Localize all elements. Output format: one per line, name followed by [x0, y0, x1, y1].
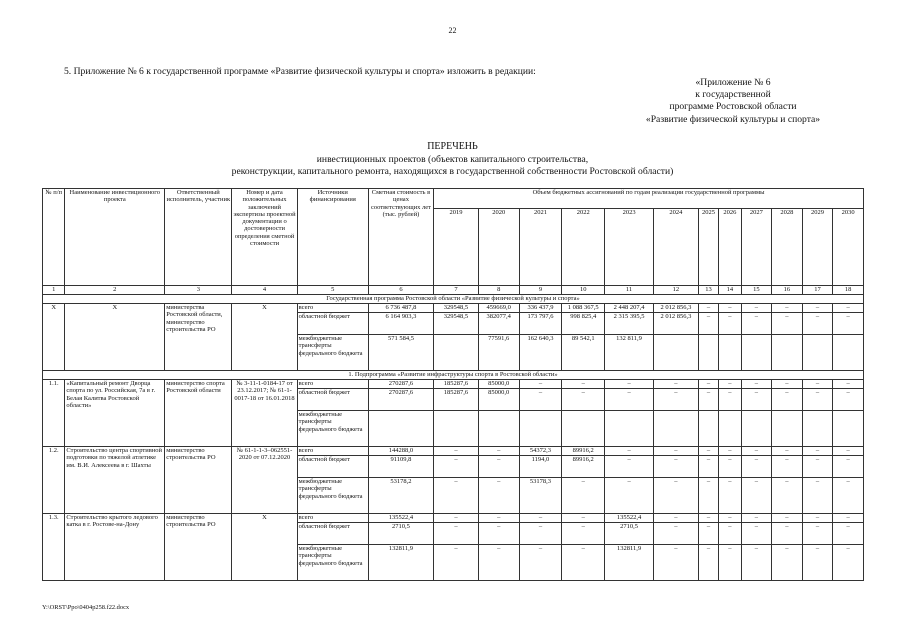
project-3-value-2023: 2710,5	[605, 523, 654, 545]
header-cost: Сметная стоимость в ценах соответствующих лет (тыс. рублей)	[368, 189, 433, 286]
header-year-2024: 2024	[654, 209, 699, 286]
project-3-source: областной бюджет	[297, 523, 368, 545]
project-3-value-2028: –	[772, 514, 803, 523]
project-1-value-2028: –	[772, 389, 803, 411]
project-3-value-2026: –	[719, 545, 741, 581]
program-value-2027: –	[741, 304, 772, 313]
project-2-value-2021: 54372,3	[519, 447, 562, 456]
project-2-value-2026: –	[719, 456, 741, 478]
program-source: межбюджетные трансферты федерального бюджета	[297, 335, 368, 371]
program-value-2025: –	[698, 304, 718, 313]
project-3-value-2024: –	[654, 514, 699, 523]
page-number: 22	[448, 26, 457, 35]
project-3-value-2019: –	[434, 514, 479, 523]
project-3-value-2021: –	[519, 523, 562, 545]
program-cost: 6 736 487,8	[368, 304, 433, 313]
project-1-value-2028: –	[772, 380, 803, 389]
program-value-2026	[719, 335, 741, 371]
program-source: областной бюджет	[297, 313, 368, 335]
project-1-name: «Капитальный ремонт Дворца спорта по ул. Российская, 7а в г. Белая Калитва Ростовской области»	[65, 380, 165, 447]
header-name: Наименование инвестиционного проекта	[65, 189, 165, 286]
project-1-value-2025	[698, 411, 718, 447]
project-3-num: 1.3.	[43, 514, 65, 581]
project-3-source: всего	[297, 514, 368, 523]
project-3-value-2023: 135522,4	[605, 514, 654, 523]
project-2-value-2025: –	[698, 447, 718, 456]
project-1-value-2020: 85000,0	[478, 380, 519, 389]
subprogram-title	[43, 371, 864, 380]
project-2-value-2028: –	[772, 478, 803, 514]
project-2-value-2023: –	[605, 456, 654, 478]
column-index-5: 5	[297, 286, 368, 295]
program-value-2028	[772, 335, 803, 371]
program-value-2023: 2 448 207,4	[605, 304, 654, 313]
program-value-2026: –	[719, 313, 741, 335]
program-value-2024	[654, 335, 699, 371]
column-index-14: 14	[719, 286, 741, 295]
project-1-value-2023: –	[605, 389, 654, 411]
project-3-expertise: X	[232, 514, 297, 581]
project-3-value-2025: –	[698, 545, 718, 581]
project-1-num: 1.1.	[43, 380, 65, 447]
project-3-value-2021: –	[519, 514, 562, 523]
project-2-value-2030: –	[833, 456, 864, 478]
project-2-value-2030: –	[833, 447, 864, 456]
project-1-cost	[368, 411, 433, 447]
project-3-value-2023: 132811,9	[605, 545, 654, 581]
project-1-value-2027: –	[741, 380, 772, 389]
project-2-source: межбюджетные трансферты федерального бюджета	[297, 478, 368, 514]
title-line-1: ПЕРЕЧЕНЬ	[427, 141, 478, 152]
project-3-value-2028: –	[772, 523, 803, 545]
project-1-value-2026	[719, 411, 741, 447]
project-3-value-2025: –	[698, 514, 718, 523]
project-1-row	[43, 380, 864, 389]
project-3-value-2027: –	[741, 545, 772, 581]
project-1-value-2020	[478, 411, 519, 447]
program-value-2025	[698, 335, 718, 371]
column-index-16: 16	[772, 286, 803, 295]
program-title	[43, 295, 864, 304]
program-value-2022: 89 542,1	[562, 335, 605, 371]
project-2-cost: 53178,2	[368, 478, 433, 514]
project-3-value-2029: –	[802, 514, 833, 523]
column-index-12: 12	[654, 286, 699, 295]
program-cost: 6 164 903,3	[368, 313, 433, 335]
project-1-value-2022	[562, 411, 605, 447]
column-index-1: 1	[43, 286, 65, 295]
project-2-name: Строительство центра спортивной подготовки по тяжелой атлетике им. В.И. Алексеева в г. Шахты	[65, 447, 165, 514]
header-executor: Ответственный исполнитель, участник	[165, 189, 232, 286]
header-expertise: Номер и дата положительных заключений экспертизы проектной документации о достоверности определения сметной стоимости	[232, 189, 297, 286]
program-value-2029: –	[802, 304, 833, 313]
project-1-value-2019: 185287,6	[434, 389, 479, 411]
column-index-8: 8	[478, 286, 519, 295]
project-1-cost: 270287,6	[368, 389, 433, 411]
program-value-2021: 336 437,9	[519, 304, 562, 313]
project-1-value-2029: –	[802, 380, 833, 389]
program-value-2019: 329548,5	[434, 313, 479, 335]
appendix-line-4: «Развитие физической культуры и спорта»	[645, 113, 821, 125]
project-1-source: всего	[297, 380, 368, 389]
appendix-block	[603, 77, 863, 126]
project-3-cost: 132811,9	[368, 545, 433, 581]
project-2-value-2028: –	[772, 447, 803, 456]
project-2-value-2026: –	[719, 478, 741, 514]
project-1-value-2019: 185287,6	[434, 380, 479, 389]
project-2-value-2024: –	[654, 447, 699, 456]
project-1-value-2027	[741, 411, 772, 447]
investment-projects-table	[42, 188, 864, 581]
column-index-13: 13	[698, 286, 718, 295]
project-2-value-2027: –	[741, 447, 772, 456]
project-2-source: областной бюджет	[297, 456, 368, 478]
header-year-2021: 2021	[519, 209, 562, 286]
project-1-value-2026: –	[719, 389, 741, 411]
project-2-value-2025: –	[698, 456, 718, 478]
project-2-value-2019: –	[434, 478, 479, 514]
program-expertise: X	[232, 304, 297, 371]
title-line-3: реконструкции, капитального ремонта, находящихся в государственной собственности Ростовской области)	[231, 166, 674, 178]
column-index-15: 15	[741, 286, 772, 295]
project-1-value-2024: –	[654, 389, 699, 411]
project-3-cost: 2710,5	[368, 523, 433, 545]
project-2-value-2020: –	[478, 478, 519, 514]
document-title	[0, 141, 905, 179]
program-cost: 571 584,5	[368, 335, 433, 371]
project-3-value-2030: –	[833, 514, 864, 523]
project-2-value-2024: –	[654, 456, 699, 478]
project-3-value-2024: –	[654, 523, 699, 545]
footer-file-path: Y:\ORST\Ppo\0404p258.f22.docx	[42, 604, 130, 611]
appendix-line-3: программе Ростовской области	[669, 101, 797, 113]
program-row	[43, 304, 864, 313]
program-value-2021: 162 640,3	[519, 335, 562, 371]
project-2-value-2029: –	[802, 478, 833, 514]
program-value-2023: 132 811,9	[605, 335, 654, 371]
program-value-2019: 329548,5	[434, 304, 479, 313]
project-2-row	[43, 447, 864, 456]
project-3-value-2027: –	[741, 523, 772, 545]
project-1-value-2029	[802, 411, 833, 447]
project-3-row	[43, 514, 864, 523]
column-index-18: 18	[833, 286, 864, 295]
program-value-2024: 2 012 856,3	[654, 304, 699, 313]
project-3-value-2019: –	[434, 523, 479, 545]
program-value-2024: 2 012 856,3	[654, 313, 699, 335]
header-year-2022: 2022	[562, 209, 605, 286]
project-1-value-2028	[772, 411, 803, 447]
project-2-cost: 91109,8	[368, 456, 433, 478]
program-value-2025: –	[698, 313, 718, 335]
project-2-value-2019: –	[434, 456, 479, 478]
header-year-2020: 2020	[478, 209, 519, 286]
project-1-value-2024	[654, 411, 699, 447]
program-title-text: Государственная программа Ростовской области «Развитие физической культуры и спорта»	[43, 295, 864, 304]
project-1-value-2025: –	[698, 389, 718, 411]
project-3-value-2019: –	[434, 545, 479, 581]
project-1-expertise: № 3-11-1-0184-17 от 23.12.2017; № 61-1-0017-18 от 16.01.2018	[232, 380, 297, 447]
title-line-2: инвестиционных проектов (объектов капитального строительства,	[316, 153, 589, 165]
project-3-value-2020: –	[478, 545, 519, 581]
column-index-6: 6	[368, 286, 433, 295]
program-value-2030	[833, 335, 864, 371]
header-year-2030: 2030	[833, 209, 864, 286]
project-2-value-2029: –	[802, 447, 833, 456]
project-2-value-2027: –	[741, 456, 772, 478]
project-1-value-2030: –	[833, 389, 864, 411]
header-year-2023: 2023	[605, 209, 654, 286]
program-value-2020: 77591,6	[478, 335, 519, 371]
column-index-row	[43, 286, 864, 295]
program-value-2026: –	[719, 304, 741, 313]
project-3-value-2026: –	[719, 514, 741, 523]
project-2-num: 1.2.	[43, 447, 65, 514]
project-2-value-2028: –	[772, 456, 803, 478]
header-num: № п/п	[43, 189, 65, 286]
program-value-2020: 382077,4	[478, 313, 519, 335]
header-year-2028: 2028	[772, 209, 803, 286]
project-1-value-2027: –	[741, 389, 772, 411]
program-value-2029: –	[802, 313, 833, 335]
project-1-value-2029: –	[802, 389, 833, 411]
project-1-value-2023	[605, 411, 654, 447]
project-3-value-2026: –	[719, 523, 741, 545]
project-1-value-2022: –	[562, 380, 605, 389]
project-2-value-2022: 89916,2	[562, 447, 605, 456]
project-1-executor: министерство спорта Ростовской области	[165, 380, 232, 447]
program-value-2030: –	[833, 304, 864, 313]
project-2-value-2020: –	[478, 447, 519, 456]
project-2-value-2019: –	[434, 447, 479, 456]
project-3-value-2021: –	[519, 545, 562, 581]
project-1-source: областной бюджет	[297, 389, 368, 411]
header-year-2029: 2029	[802, 209, 833, 286]
project-2-value-2024: –	[654, 478, 699, 514]
header-year-2026: 2026	[719, 209, 741, 286]
project-3-value-2028: –	[772, 545, 803, 581]
project-2-value-2021: 1194,0	[519, 456, 562, 478]
project-1-value-2022: –	[562, 389, 605, 411]
header-year-2025: 2025	[698, 209, 718, 286]
subprogram-title-text: 1. Подпрограмма «Развитие инфраструктуры спорта в Ростовской области»	[43, 371, 864, 380]
program-num: X	[43, 304, 65, 371]
header-year-2027: 2027	[741, 209, 772, 286]
program-value-2030: –	[833, 313, 864, 335]
column-index-3: 3	[165, 286, 232, 295]
project-3-value-2030: –	[833, 523, 864, 545]
project-2-value-2027: –	[741, 478, 772, 514]
project-3-name: Строительство крытого ледового катка в г. Ростове-на-Дону	[65, 514, 165, 581]
appendix-line-1: «Приложение № 6	[695, 77, 771, 88]
program-value-2023: 2 315 395,5	[605, 313, 654, 335]
project-2-expertise: № 61-1-1-3–062551-2020 от 07.12.2020	[232, 447, 297, 514]
project-3-value-2027: –	[741, 514, 772, 523]
project-2-value-2020: –	[478, 456, 519, 478]
project-3-value-2024: –	[654, 545, 699, 581]
project-2-value-2021: 53178,3	[519, 478, 562, 514]
project-2-value-2023: –	[605, 478, 654, 514]
project-3-value-2020: –	[478, 514, 519, 523]
intro-text: 5. Приложение № 6 к государственной программе «Развитие физической культуры и спорта» изложить в редакции:	[64, 66, 536, 77]
column-index-4: 4	[232, 286, 297, 295]
project-1-value-2030: –	[833, 380, 864, 389]
project-3-value-2029: –	[802, 523, 833, 545]
project-3-value-2030: –	[833, 545, 864, 581]
project-2-value-2025: –	[698, 478, 718, 514]
project-1-value-2021: –	[519, 389, 562, 411]
project-1-value-2021: –	[519, 380, 562, 389]
project-2-source: всего	[297, 447, 368, 456]
program-executor: министерства Ростовской области, министерство строительства РО	[165, 304, 232, 371]
program-source: всего	[297, 304, 368, 313]
project-2-value-2022: –	[562, 478, 605, 514]
program-value-2027	[741, 335, 772, 371]
header-volume: Объем бюджетных ассигнований по годам реализации государственной программы	[434, 189, 864, 209]
project-3-source: межбюджетные трансферты федерального бюджета	[297, 545, 368, 581]
project-1-value-2026: –	[719, 380, 741, 389]
project-2-value-2023: –	[605, 447, 654, 456]
project-3-value-2029: –	[802, 545, 833, 581]
project-1-value-2025: –	[698, 380, 718, 389]
header-source: Источники финансирования	[297, 189, 368, 286]
project-1-value-2030	[833, 411, 864, 447]
project-2-cost: 144288,0	[368, 447, 433, 456]
program-name: X	[65, 304, 165, 371]
project-3-value-2022: –	[562, 514, 605, 523]
project-2-value-2030: –	[833, 478, 864, 514]
program-value-2022: 1 088 367,5	[562, 304, 605, 313]
project-1-value-2021	[519, 411, 562, 447]
program-value-2028: –	[772, 313, 803, 335]
project-3-executor: министерство строительства РО	[165, 514, 232, 581]
program-value-2020: 459669,0	[478, 304, 519, 313]
project-2-value-2029: –	[802, 456, 833, 478]
project-1-cost: 270287,6	[368, 380, 433, 389]
program-value-2022: 998 825,4	[562, 313, 605, 335]
project-3-value-2020: –	[478, 523, 519, 545]
project-1-value-2024: –	[654, 380, 699, 389]
project-2-value-2026: –	[719, 447, 741, 456]
project-2-executor: министерство строительства РО	[165, 447, 232, 514]
program-value-2021: 173 797,6	[519, 313, 562, 335]
column-index-7: 7	[434, 286, 479, 295]
column-index-17: 17	[802, 286, 833, 295]
program-value-2028: –	[772, 304, 803, 313]
project-1-value-2020: 85000,0	[478, 389, 519, 411]
program-value-2029	[802, 335, 833, 371]
project-3-value-2022: –	[562, 545, 605, 581]
column-index-2: 2	[65, 286, 165, 295]
project-1-value-2019	[434, 411, 479, 447]
project-1-value-2023: –	[605, 380, 654, 389]
project-1-source: межбюджетные трансферты федерального бюджета	[297, 411, 368, 447]
column-index-11: 11	[605, 286, 654, 295]
project-3-value-2022: –	[562, 523, 605, 545]
appendix-line-2: к государственной	[695, 89, 771, 101]
project-3-value-2025: –	[698, 523, 718, 545]
column-index-10: 10	[562, 286, 605, 295]
program-value-2027: –	[741, 313, 772, 335]
project-2-value-2022: 89916,2	[562, 456, 605, 478]
program-value-2019	[434, 335, 479, 371]
header-year-2019: 2019	[434, 209, 479, 286]
column-index-9: 9	[519, 286, 562, 295]
project-3-cost: 135522,4	[368, 514, 433, 523]
